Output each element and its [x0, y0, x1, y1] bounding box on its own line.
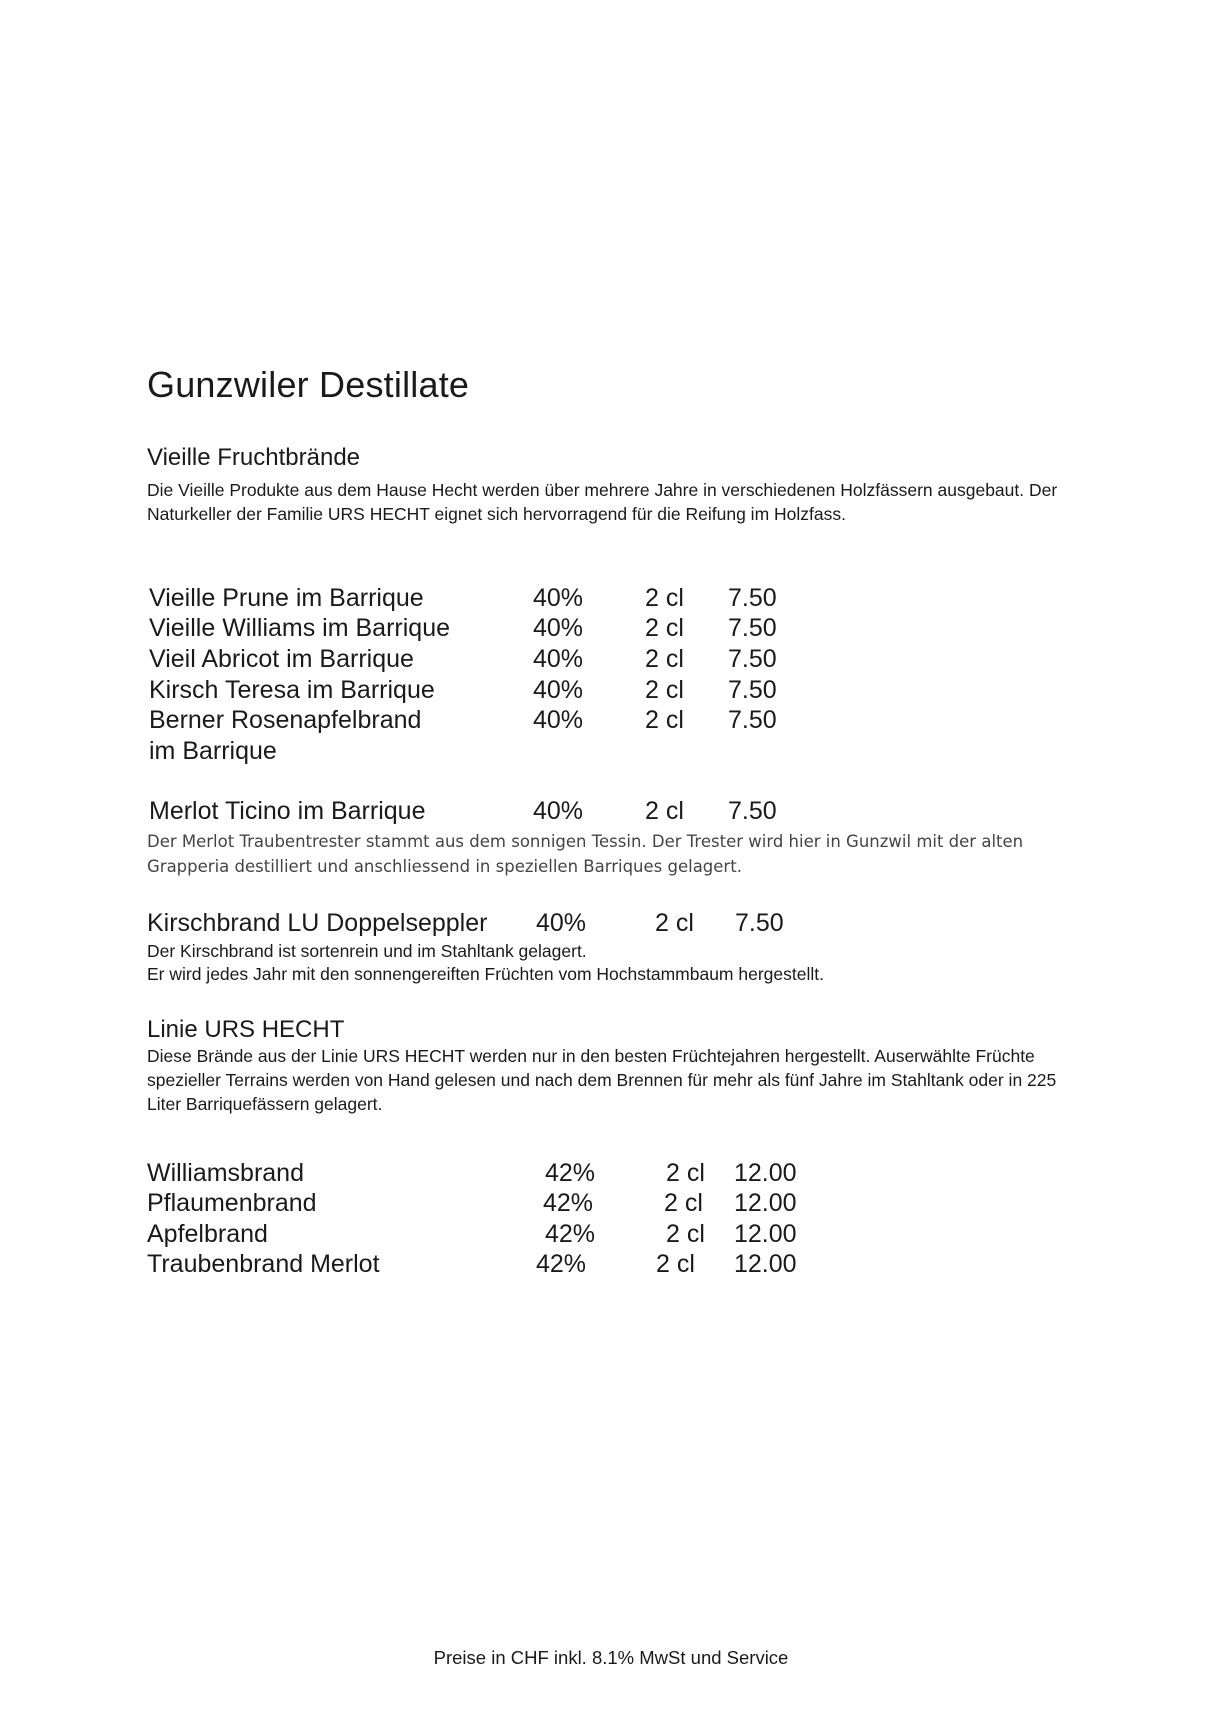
- section-heading-linie: Linie URS HECHT: [147, 1016, 345, 1043]
- page-title: Gunzwiler Destillate: [147, 364, 470, 405]
- item-name: Kirschbrand LU Doppelseppler: [147, 909, 488, 937]
- menu-item-row: [0, 1250, 1222, 1281]
- item-description-line: Der Kirschbrand ist sortenrein und im Stahltank gelagert.: [147, 941, 587, 961]
- item-name: Williamsbrand: [147, 1159, 304, 1187]
- item-abv: 40%: [536, 909, 587, 937]
- item-size: 2 cl: [666, 1159, 705, 1187]
- item-size: 2 cl: [645, 676, 684, 704]
- item-price: 7.50: [735, 909, 784, 937]
- item-name: Traubenbrand Merlot: [147, 1250, 380, 1278]
- menu-item-row: [0, 1159, 1222, 1190]
- footer-note: Preise in CHF inkl. 8.1% MwSt und Service: [433, 1647, 789, 1668]
- item-size: 2 cl: [666, 1220, 705, 1248]
- item-size: 2 cl: [645, 614, 684, 642]
- item-abv: 40%: [533, 645, 584, 673]
- item-name: Kirsch Teresa im Barrique: [149, 676, 435, 704]
- item-size: 2 cl: [645, 584, 684, 612]
- item-name: Pflaumenbrand: [147, 1189, 317, 1217]
- item-price: 12.00: [734, 1250, 797, 1278]
- menu-item-row: [0, 706, 1222, 737]
- item-price: 7.50: [728, 614, 777, 642]
- item-price: 7.50: [728, 676, 777, 704]
- item-price: 7.50: [728, 706, 777, 734]
- item-abv: 42%: [536, 1250, 587, 1278]
- section-heading-vieille: Vieille Fruchtbrände: [147, 444, 361, 471]
- item-size: 2 cl: [664, 1189, 703, 1217]
- item-abv: 42%: [543, 1189, 594, 1217]
- item-name: Apfelbrand: [147, 1220, 268, 1248]
- menu-item-row: [0, 645, 1222, 676]
- menu-item-row: [0, 797, 1222, 828]
- item-name: Merlot Ticino im Barrique: [149, 797, 426, 825]
- menu-item-row: [0, 909, 1222, 940]
- item-abv: 40%: [533, 584, 584, 612]
- item-abv: 40%: [533, 706, 584, 734]
- item-price: 12.00: [734, 1189, 797, 1217]
- item-size: 2 cl: [645, 706, 684, 734]
- section-description-linie: Diese Brände aus der Linie URS HECHT werden nur in den besten Früchtejahren hergestellt. Auserwählte Früchte spezieller Terrains werden von Hand gelesen und nach dem Brennen für mehr als fünf Jahre im Stahltank oder in 225 Liter Barriquefässern gelagert.: [147, 1046, 1057, 1114]
- item-name: Vieil Abricot im Barrique: [149, 645, 414, 673]
- menu-item-row: [0, 1220, 1222, 1251]
- item-price: 7.50: [728, 584, 777, 612]
- item-size: 2 cl: [655, 909, 694, 937]
- item-abv: 42%: [545, 1220, 596, 1248]
- menu-item-row-continuation: [0, 737, 1222, 768]
- item-abv: 40%: [533, 797, 584, 825]
- menu-item-row: [0, 676, 1222, 707]
- item-abv: 42%: [545, 1159, 596, 1187]
- item-price: 12.00: [734, 1220, 797, 1248]
- menu-item-row: [0, 584, 1222, 615]
- menu-item-row: [0, 614, 1222, 645]
- item-name-continuation: im Barrique: [149, 737, 277, 765]
- item-size: 2 cl: [645, 645, 684, 673]
- item-size: 2 cl: [645, 797, 684, 825]
- item-name: Berner Rosenapfelbrand: [149, 706, 422, 734]
- item-abv: 40%: [533, 614, 584, 642]
- section-description-vieille: Die Vieille Produkte aus dem Hause Hecht werden über mehrere Jahre in verschiedenen Holzfässern ausgebaut. Der Naturkeller der Familie URS HECHT eignet sich hervorragend für die Reifung im Holzfass.: [147, 480, 1058, 524]
- item-size: 2 cl: [656, 1250, 695, 1278]
- item-price: 12.00: [734, 1159, 797, 1187]
- item-description-line: Er wird jedes Jahr mit den sonnengereiften Früchten vom Hochstammbaum hergestellt.: [147, 964, 824, 984]
- item-price: 7.50: [728, 645, 777, 673]
- item-name: Vieille Prune im Barrique: [149, 584, 424, 612]
- item-abv: 40%: [533, 676, 584, 704]
- item-price: 7.50: [728, 797, 777, 825]
- item-name: Vieille Williams im Barrique: [149, 614, 451, 642]
- menu-item-row: [0, 1189, 1222, 1220]
- item-description-merlot: Der Merlot Traubentrester stammt aus dem sonnigen Tessin. Der Trester wird hier in Gunzwil mit der alten Grapperia destilliert und anschliessend in speziellen Barriques gelagert.: [147, 832, 1024, 876]
